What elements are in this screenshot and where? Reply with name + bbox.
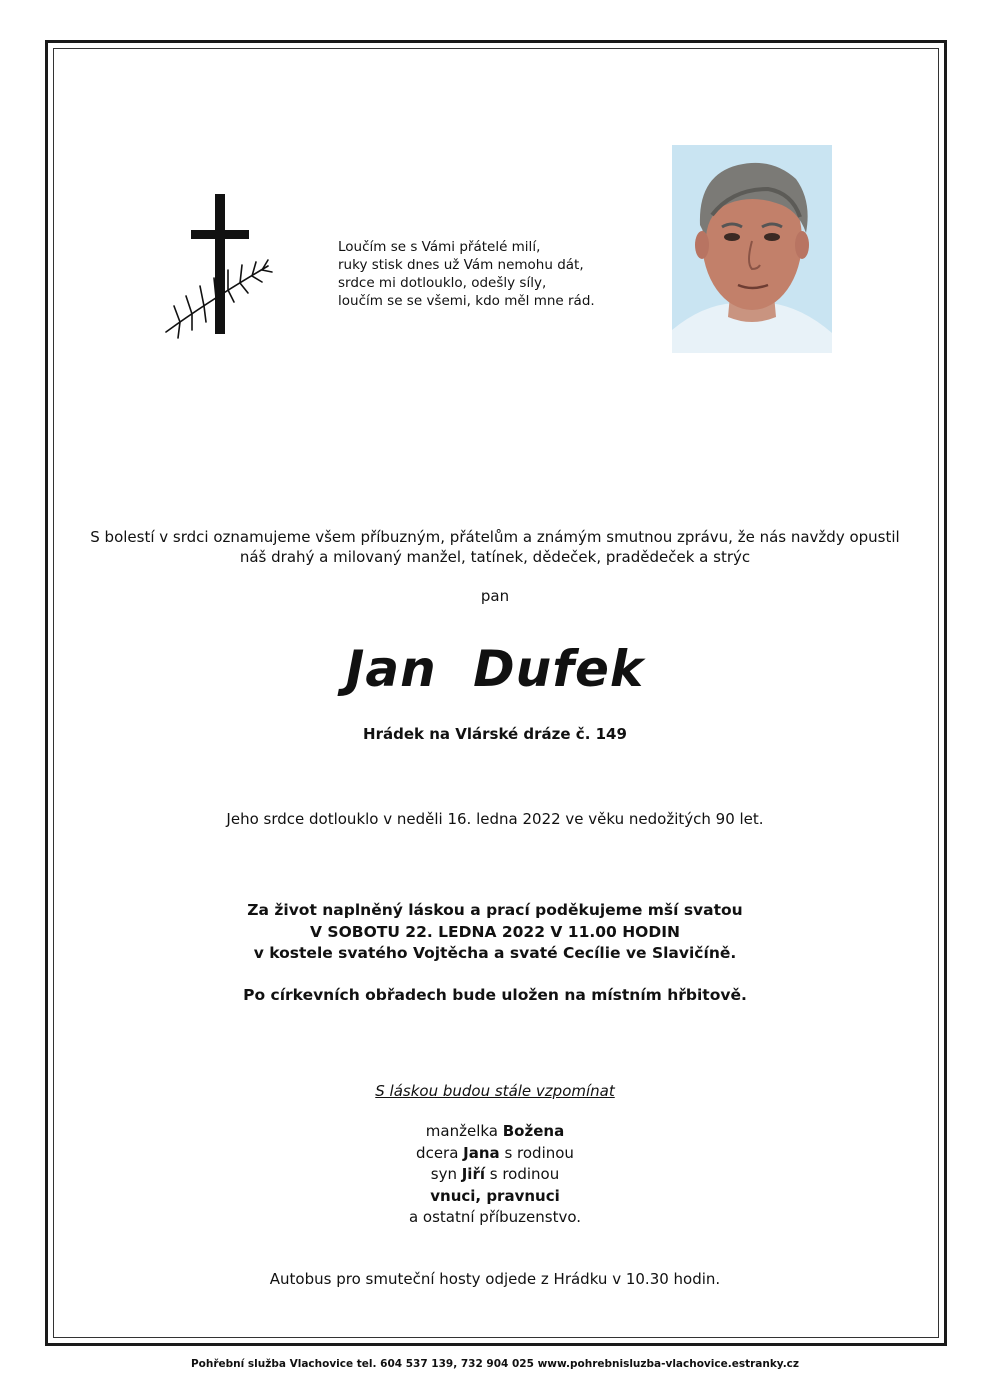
mourner-name: vnuci, pravnuci: [430, 1186, 560, 1205]
funeral-service-footer: Pohřební služba Vlachovice tel. 604 537 139, 732 904 025 www.pohrebnisluzba-vlachovice.estranky.cz: [190, 1358, 800, 1370]
remembrance-heading: [0, 1082, 990, 1100]
portrait-image: [672, 145, 832, 353]
farewell-poem: [338, 238, 595, 310]
mourner-line: [0, 1186, 990, 1208]
mourner-line: [0, 1164, 990, 1186]
announcement-line-1: S bolestí v srdci oznamujeme všem příbuzným, přátelům a známým smutnou zprávu, že nás navždy opustil: [90, 528, 900, 546]
mourner-relation: dcera: [416, 1143, 464, 1162]
cross-with-palm-icon: [160, 190, 280, 340]
death-notice: Jeho srdce dotlouklo v neděli 16. ledna 2022 ve věku nedožitých 90 let.: [226, 810, 764, 828]
mourner-name: Božena: [502, 1122, 565, 1140]
mourner-suffix: s rodinou: [499, 1143, 574, 1162]
poem-line: srdce mi dotlouklo, odešly síly,: [338, 275, 547, 291]
mourner-name: Jiří: [461, 1165, 485, 1183]
remembrance-heading-text: S láskou budou stále vzpomínat: [375, 1082, 615, 1100]
bus-notice: Autobus pro smuteční hosty odjede z Hrádku v 10.30 hodin.: [269, 1270, 721, 1288]
poem-line: loučím se se všemi, kdo měl mne rád.: [338, 293, 595, 309]
ceremony-line-2: V SOBOTU 22. LEDNA 2022 V 11.00 HODIN: [310, 922, 680, 941]
mourner-relation: a ostatní příbuzenstvo.: [408, 1208, 582, 1226]
ceremony-line-3: v kostele svatého Vojtěcha a svaté Cecílie ve Slavičíně.: [253, 944, 737, 962]
ceremony-line-1: Za život naplněný láskou a prací poděkujeme mší svatou: [247, 901, 743, 919]
mourners-list: [0, 1121, 990, 1229]
portrait-photo: [672, 145, 832, 353]
announcement-line-2: náš drahý a milovaný manžel, tatínek, dědeček, pradědeček a strýc: [239, 548, 751, 566]
mourner-suffix: s rodinou: [484, 1165, 560, 1183]
title-word: pan: [480, 587, 510, 605]
mourner-line: [0, 1143, 990, 1165]
burial-notice: Po církevních obřadech bude uložen na místním hřbitově.: [243, 986, 747, 1004]
first-name: Jan: [345, 640, 437, 698]
last-name: Dufek: [473, 640, 645, 698]
poem-line: ruky stisk dnes už Vám nemohu dát,: [338, 257, 584, 273]
mourner-relation: manželka: [425, 1122, 503, 1140]
ceremony-info: [0, 900, 990, 965]
mourner-line: [0, 1121, 990, 1143]
mourner-line: [0, 1207, 990, 1229]
mourner-relation: syn: [430, 1165, 462, 1183]
deceased-address: Hrádek na Vlárské dráze č. 149: [363, 725, 627, 743]
mourner-name: Jana: [463, 1143, 500, 1162]
announcement-text: [0, 527, 990, 567]
poem-line: Loučím se s Vámi přátelé milí,: [338, 239, 541, 255]
deceased-name: [0, 640, 990, 698]
